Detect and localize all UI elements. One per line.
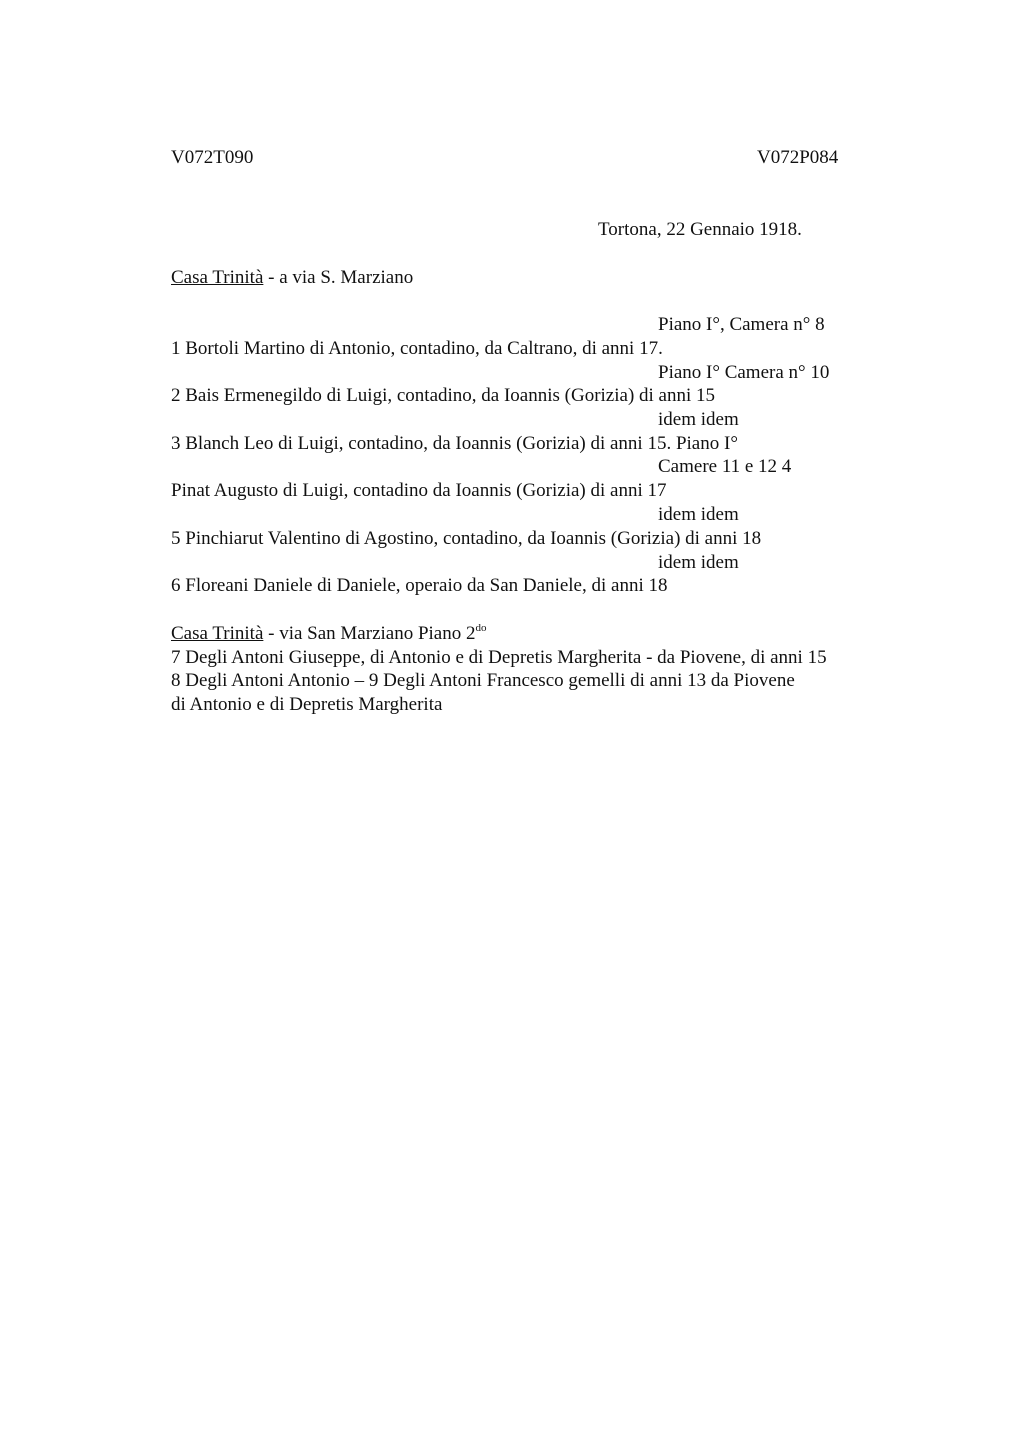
room-note: idem idem bbox=[658, 552, 739, 573]
section-heading-2 bbox=[171, 622, 487, 646]
section-heading-1-rest: - a via S. Marziano bbox=[263, 267, 414, 288]
entry-line: 5 Pinchiarut Valentino di Agostino, contadino, da Ioannis (Gorizia) di anni 18 bbox=[171, 528, 762, 549]
entry-line: di Antonio e di Depretis Margherita bbox=[171, 694, 443, 715]
room-note: Piano I° Camera n° 10 bbox=[658, 362, 830, 383]
room-note: idem idem bbox=[658, 409, 739, 430]
room-note: idem idem bbox=[658, 504, 739, 525]
section-heading-2-place: Casa Trinità bbox=[171, 623, 264, 644]
entry-line: 3 Blanch Leo di Luigi, contadino, da Ioannis (Gorizia) di anni 15. Piano I° bbox=[171, 433, 738, 454]
section-heading-1 bbox=[171, 266, 413, 290]
entry-line: 7 Degli Antoni Giuseppe, di Antonio e di Depretis Margherita - da Piovene, di anni 15 bbox=[171, 647, 827, 668]
ordinal-superscript: do bbox=[475, 622, 487, 634]
room-note: Piano I°, Camera n° 8 bbox=[658, 314, 825, 335]
room-note: Camere 11 e 12 4 bbox=[658, 456, 792, 477]
section-heading-2-rest: - via San Marziano Piano 2 bbox=[263, 623, 476, 644]
section-heading-1-place: Casa Trinità bbox=[171, 267, 264, 288]
entry-line: Pinat Augusto di Luigi, contadino da Ioannis (Gorizia) di anni 17 bbox=[171, 480, 667, 501]
entry-line: 8 Degli Antoni Antonio – 9 Degli Antoni Francesco gemelli di anni 13 da Piovene bbox=[171, 670, 795, 691]
entry-line: 6 Floreani Daniele di Daniele, operaio da San Daniele, di anni 18 bbox=[171, 575, 668, 596]
entry-line: 2 Bais Ermenegildo di Luigi, contadino, da Ioannis (Gorizia) di anni 15 bbox=[171, 385, 716, 406]
entry-line: 1 Bortoli Martino di Antonio, contadino, da Caltrano, di anni 17. bbox=[171, 338, 663, 359]
date-line: Tortona, 22 Gennaio 1918. bbox=[598, 219, 802, 240]
document-code-right: V072P084 bbox=[757, 147, 839, 168]
document-code-left: V072T090 bbox=[171, 147, 254, 168]
